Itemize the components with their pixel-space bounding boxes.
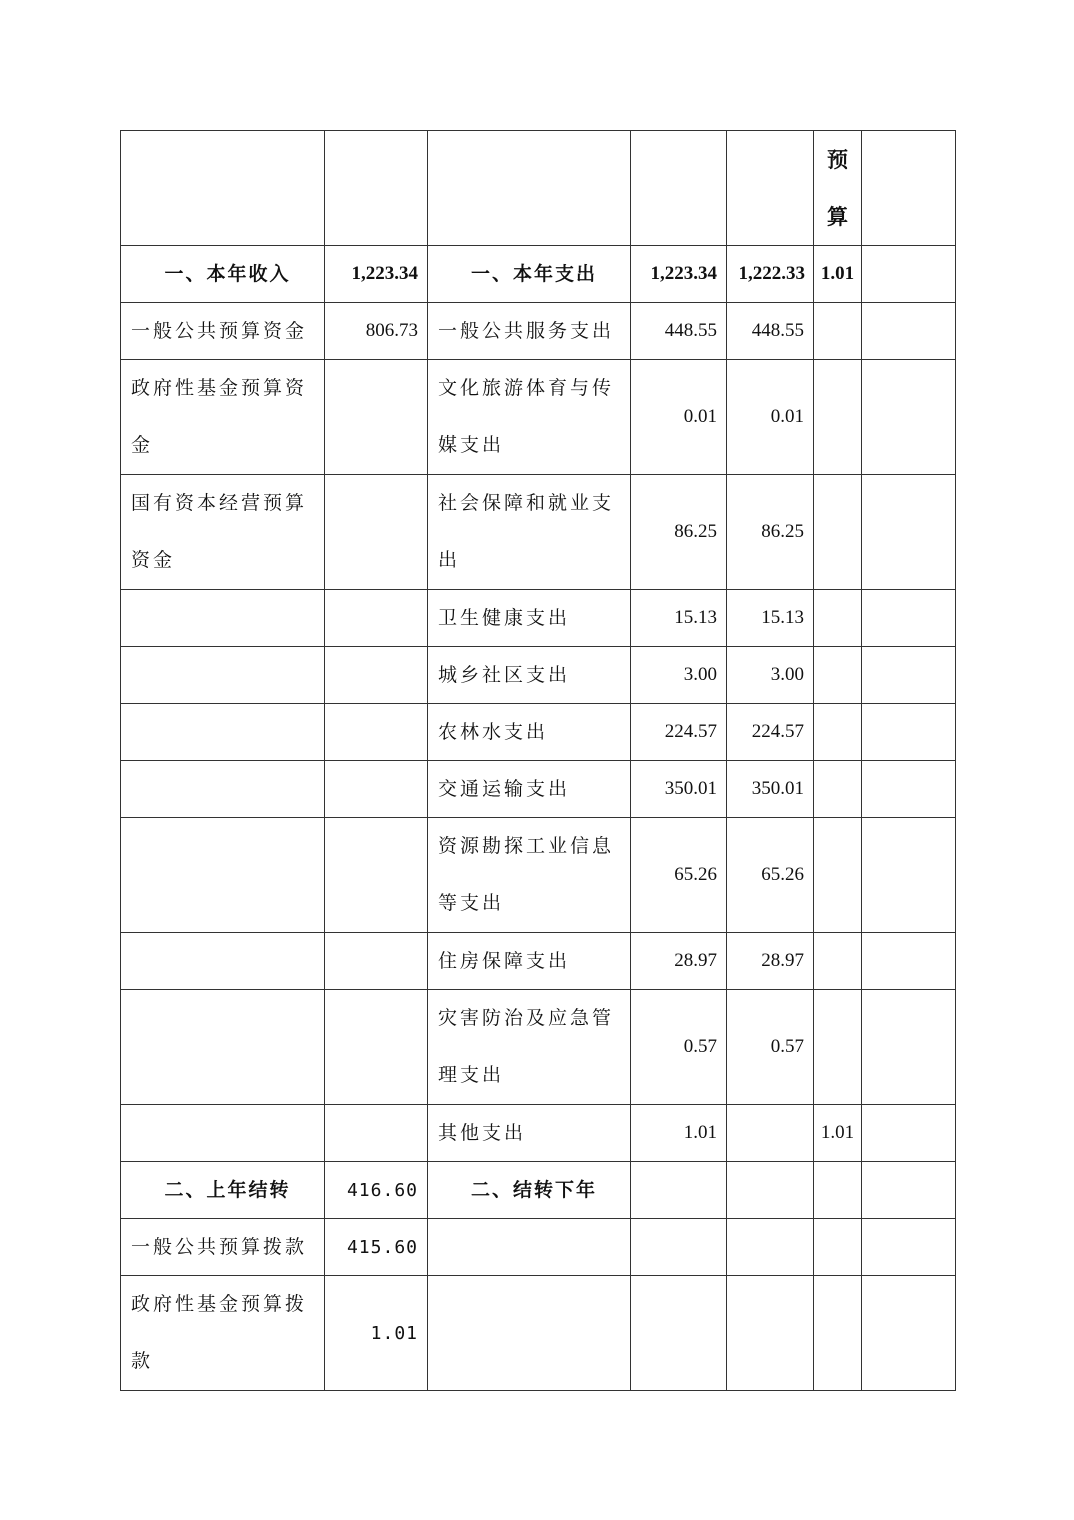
expense-col7 bbox=[862, 647, 956, 704]
header-char: 预 bbox=[827, 147, 848, 172]
expense-label: 住房保障支出 bbox=[428, 933, 631, 990]
table-row bbox=[121, 647, 956, 704]
expense-col7 bbox=[862, 1105, 956, 1162]
income-label bbox=[121, 704, 325, 761]
expense-col7 bbox=[862, 303, 956, 360]
expense-col7 bbox=[862, 1276, 956, 1391]
income-amount bbox=[325, 818, 428, 933]
income-label: 政府性基金预算拨款 bbox=[121, 1276, 325, 1391]
expense-label: 资源勘探工业信息等支出 bbox=[428, 818, 631, 933]
income-amount bbox=[325, 990, 428, 1105]
expense-label bbox=[428, 1276, 631, 1391]
expense-label: 社会保障和就业支出 bbox=[428, 475, 631, 590]
expense-col7 bbox=[862, 246, 956, 303]
expense-budget: 1,222.33 bbox=[727, 246, 814, 303]
table-row bbox=[121, 1219, 956, 1276]
expense-label: 交通运输支出 bbox=[428, 761, 631, 818]
expense-budget: 3.00 bbox=[727, 647, 814, 704]
income-label bbox=[121, 990, 325, 1105]
expense-col6 bbox=[814, 990, 862, 1105]
expense-col7 bbox=[862, 360, 956, 475]
expense-col6: 1.01 bbox=[814, 246, 862, 303]
table-cell bbox=[862, 131, 956, 246]
table-row bbox=[121, 704, 956, 761]
expense-total: 28.97 bbox=[631, 933, 727, 990]
expense-total: 350.01 bbox=[631, 761, 727, 818]
table-row bbox=[121, 1105, 956, 1162]
income-label: 政府性基金预算资金 bbox=[121, 360, 325, 475]
table-row bbox=[121, 818, 956, 933]
expense-label: 文化旅游体育与传媒支出 bbox=[428, 360, 631, 475]
expense-col6 bbox=[814, 933, 862, 990]
expense-col6 bbox=[814, 818, 862, 933]
budget-table bbox=[120, 130, 956, 1391]
expense-col6 bbox=[814, 647, 862, 704]
expense-budget: 350.01 bbox=[727, 761, 814, 818]
expense-col6 bbox=[814, 1276, 862, 1391]
expense-col6 bbox=[814, 1162, 862, 1219]
expense-col7 bbox=[862, 590, 956, 647]
expense-col6: 1.01 bbox=[814, 1105, 862, 1162]
income-amount bbox=[325, 1105, 428, 1162]
expense-label: 二、结转下年 bbox=[428, 1162, 631, 1219]
income-label bbox=[121, 761, 325, 818]
expense-total: 86.25 bbox=[631, 475, 727, 590]
income-label bbox=[121, 647, 325, 704]
expense-label: 一、本年支出 bbox=[428, 246, 631, 303]
expense-col7 bbox=[862, 475, 956, 590]
expense-budget bbox=[727, 1276, 814, 1391]
expense-col7 bbox=[862, 933, 956, 990]
table-cell bbox=[631, 131, 727, 246]
table-row bbox=[121, 933, 956, 990]
table-row bbox=[121, 246, 956, 303]
expense-label: 灾害防治及应急管理支出 bbox=[428, 990, 631, 1105]
expense-total: 224.57 bbox=[631, 704, 727, 761]
expense-budget: 448.55 bbox=[727, 303, 814, 360]
expense-budget: 86.25 bbox=[727, 475, 814, 590]
expense-total: 1,223.34 bbox=[631, 246, 727, 303]
expense-budget: 0.01 bbox=[727, 360, 814, 475]
expense-total: 0.57 bbox=[631, 990, 727, 1105]
table-cell bbox=[727, 131, 814, 246]
table-row bbox=[121, 1276, 956, 1391]
income-label bbox=[121, 933, 325, 990]
expense-col6 bbox=[814, 475, 862, 590]
expense-budget: 28.97 bbox=[727, 933, 814, 990]
income-amount: 806.73 bbox=[325, 303, 428, 360]
table-row bbox=[121, 761, 956, 818]
table-header-row bbox=[121, 131, 956, 246]
header-char: 算 bbox=[827, 204, 848, 229]
table-row bbox=[121, 990, 956, 1105]
expense-label: 其他支出 bbox=[428, 1105, 631, 1162]
income-amount: 1,223.34 bbox=[325, 246, 428, 303]
table-row bbox=[121, 1162, 956, 1219]
expense-total: 3.00 bbox=[631, 647, 727, 704]
expense-col7 bbox=[862, 704, 956, 761]
expense-total: 15.13 bbox=[631, 590, 727, 647]
income-amount bbox=[325, 704, 428, 761]
table-cell bbox=[325, 131, 428, 246]
expense-budget: 65.26 bbox=[727, 818, 814, 933]
expense-label: 城乡社区支出 bbox=[428, 647, 631, 704]
expense-col6 bbox=[814, 704, 862, 761]
expense-budget bbox=[727, 1219, 814, 1276]
expense-total: 448.55 bbox=[631, 303, 727, 360]
income-amount bbox=[325, 590, 428, 647]
expense-col6 bbox=[814, 303, 862, 360]
expense-col7 bbox=[862, 1162, 956, 1219]
income-label bbox=[121, 1105, 325, 1162]
expense-col7 bbox=[862, 990, 956, 1105]
table-row bbox=[121, 303, 956, 360]
expense-total: 0.01 bbox=[631, 360, 727, 475]
expense-label bbox=[428, 1219, 631, 1276]
income-amount bbox=[325, 475, 428, 590]
income-label bbox=[121, 590, 325, 647]
expense-col7 bbox=[862, 761, 956, 818]
expense-col6 bbox=[814, 761, 862, 818]
income-amount bbox=[325, 933, 428, 990]
expense-budget: 224.57 bbox=[727, 704, 814, 761]
expense-total bbox=[631, 1219, 727, 1276]
income-amount bbox=[325, 647, 428, 704]
table-row bbox=[121, 360, 956, 475]
table-row bbox=[121, 590, 956, 647]
income-label: 二、上年结转 bbox=[121, 1162, 325, 1219]
expense-col6 bbox=[814, 590, 862, 647]
expense-label: 农林水支出 bbox=[428, 704, 631, 761]
income-label bbox=[121, 818, 325, 933]
income-label: 一般公共预算资金 bbox=[121, 303, 325, 360]
expense-budget: 0.57 bbox=[727, 990, 814, 1105]
expense-budget: 15.13 bbox=[727, 590, 814, 647]
expense-total: 65.26 bbox=[631, 818, 727, 933]
income-amount bbox=[325, 761, 428, 818]
income-label: 一般公共预算拨款 bbox=[121, 1219, 325, 1276]
income-label: 国有资本经营预算资金 bbox=[121, 475, 325, 590]
income-amount: 415.60 bbox=[325, 1219, 428, 1276]
expense-budget bbox=[727, 1105, 814, 1162]
income-amount: 1.01 bbox=[325, 1276, 428, 1391]
expense-total bbox=[631, 1162, 727, 1219]
income-amount bbox=[325, 360, 428, 475]
column-header-fragment bbox=[814, 131, 862, 246]
income-label: 一、本年收入 bbox=[121, 246, 325, 303]
expense-label: 卫生健康支出 bbox=[428, 590, 631, 647]
expense-col6 bbox=[814, 1219, 862, 1276]
expense-total: 1.01 bbox=[631, 1105, 727, 1162]
expense-budget bbox=[727, 1162, 814, 1219]
expense-col7 bbox=[862, 1219, 956, 1276]
table-cell bbox=[121, 131, 325, 246]
expense-col7 bbox=[862, 818, 956, 933]
expense-label: 一般公共服务支出 bbox=[428, 303, 631, 360]
expense-total bbox=[631, 1276, 727, 1391]
expense-col6 bbox=[814, 360, 862, 475]
table-cell bbox=[428, 131, 631, 246]
table-row bbox=[121, 475, 956, 590]
income-amount: 416.60 bbox=[325, 1162, 428, 1219]
